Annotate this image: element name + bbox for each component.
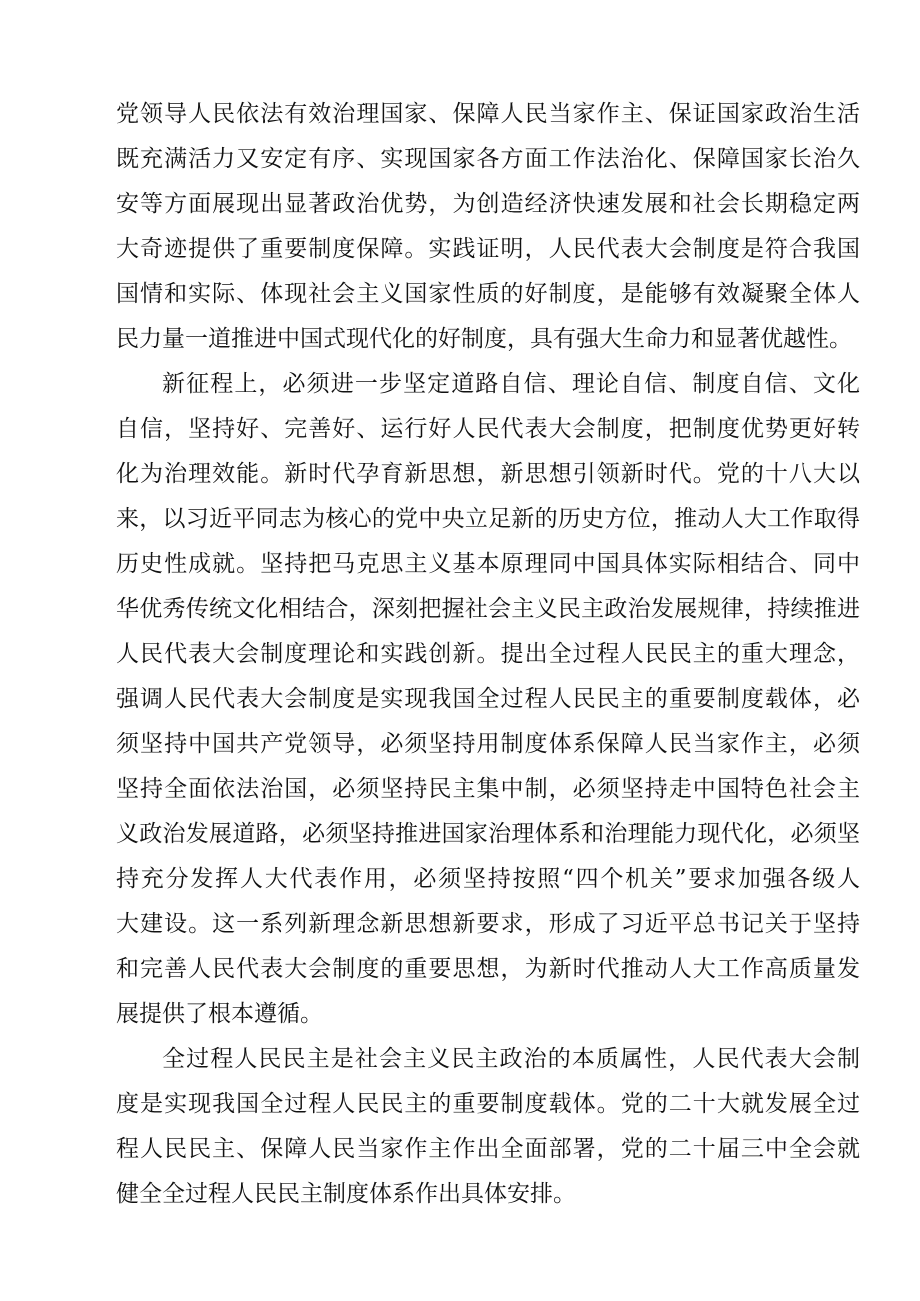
text-line: 国情和实际、体现社会主义国家性质的好制度，是能够有效凝聚全体人 (116, 281, 860, 307)
text-line: 和完善人民代表大会制度的重要思想，为新时代推动人大工作高质量发 (116, 956, 860, 982)
text-line: 持充分发挥人大代表作用，必须坚持按照“四个机关”要求加强各级人 (116, 866, 860, 892)
text-line: 安等方面展现出显著政治优势，为创造经济快速发展和社会长期稳定两 (116, 191, 860, 217)
paragraph-2 (116, 362, 860, 1037)
text-line: 度是实现我国全过程人民民主的重要制度载体。党的二十大就发展全过 (116, 1091, 860, 1117)
text-line: 人民代表大会制度理论和实践创新。提出全过程人民民主的重大理念， (116, 641, 860, 667)
text-line: 坚持全面依法治国，必须坚持民主集中制，必须坚持走中国特色社会主 (116, 776, 860, 802)
text-line: 新征程上，必须进一步坚定道路自信、理论自信、制度自信、文化 (162, 371, 860, 397)
text-line: 华优秀传统文化相结合，深刻把握社会主义民主政治发展规律，持续推进 (116, 596, 860, 622)
text-line: 义政治发展道路，必须坚持推进国家治理体系和治理能力现代化，必须坚 (116, 821, 860, 847)
text-line: 大建设。这一系列新理念新思想新要求，形成了习近平总书记关于坚持 (116, 911, 860, 937)
text-line: 强调人民代表大会制度是实现我国全过程人民民主的重要制度载体，必 (116, 686, 860, 712)
text-line: 自信，坚持好、完善好、运行好人民代表大会制度，把制度优势更好转 (116, 416, 860, 442)
text-line: 来，以习近平同志为核心的党中央立足新的历史方位，推动人大工作取得 (116, 506, 860, 532)
text-line: 党领导人民依法有效治理国家、保障人民当家作主、保证国家政治生活 (116, 101, 860, 127)
text-line: 程人民民主、保障人民当家作主作出全面部署，党的二十届三中全会就 (116, 1136, 860, 1162)
text-line: 须坚持中国共产党领导，必须坚持用制度体系保障人民当家作主，必须 (116, 731, 860, 757)
paragraph-1 (116, 92, 860, 362)
text-line: 既充满活力又安定有序、实现国家各方面工作法治化、保障国家长治久 (116, 146, 860, 172)
text-line: 全过程人民民主是社会主义民主政治的本质属性，人民代表大会制 (162, 1046, 860, 1072)
paragraph-3 (116, 1037, 860, 1217)
text-line: 历史性成就。坚持把马克思主义基本原理同中国具体实际相结合、同中 (116, 551, 860, 577)
text-line: 民力量一道推进中国式现代化的好制度，具有强大生命力和显著优越性。 (116, 326, 852, 352)
text-line: 化为治理效能。新时代孕育新思想，新思想引领新时代。党的十八大以 (116, 461, 860, 487)
text-line: 展提供了根本遵循。 (116, 1001, 323, 1027)
document-body (116, 92, 860, 1217)
text-line: 大奇迹提供了重要制度保障。实践证明，人民代表大会制度是符合我国 (116, 236, 860, 262)
text-line: 健全全过程人民民主制度体系作出具体安排。 (116, 1181, 576, 1207)
